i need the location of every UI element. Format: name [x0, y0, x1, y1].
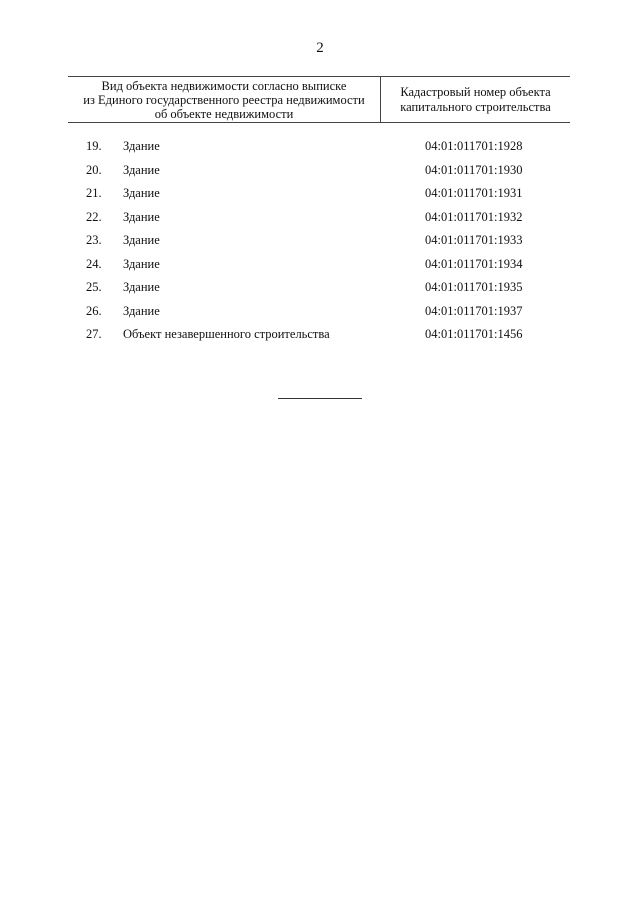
page-number: 2	[316, 40, 324, 56]
row-cadastral-number: 04:01:011701:1932	[425, 209, 523, 224]
table-row	[0, 135, 640, 159]
row-cadastral-number: 04:01:011701:1930	[425, 162, 523, 177]
row-cadastral-number: 04:01:011701:1928	[425, 139, 523, 153]
header-object-type-line: Вид объекта недвижимости согласно выписке	[101, 78, 347, 93]
header-object-type-line: из Единого государственного реестра недвижимости	[83, 92, 365, 107]
row-cadastral-number: 04:01:011701:1937	[425, 303, 523, 318]
row-cadastral-number: 04:01:011701:1935	[425, 280, 523, 294]
row-object-type: Здание	[123, 303, 160, 318]
header-cadastral-number	[381, 77, 570, 122]
table-body	[0, 135, 640, 347]
row-number: 22.	[86, 209, 102, 224]
table-row	[0, 300, 640, 324]
row-cadastral-number: 04:01:011701:1456	[425, 327, 523, 341]
row-object-type: Объект незавершенного строительства	[123, 327, 330, 341]
row-cadastral-number: 04:01:011701:1933	[425, 233, 523, 247]
row-number: 19.	[86, 139, 102, 153]
table-row	[0, 276, 640, 300]
row-cadastral-number: 04:01:011701:1934	[425, 256, 523, 271]
row-object-type: Здание	[123, 209, 160, 224]
header-object-type-line: об объекте недвижимости	[154, 106, 294, 121]
table-row	[0, 229, 640, 253]
row-number: 27.	[86, 327, 102, 341]
table-row	[0, 182, 640, 206]
header-cadastral-line: капитального строительства	[400, 99, 551, 114]
table-row	[0, 323, 640, 347]
row-cadastral-number: 04:01:011701:1931	[425, 186, 523, 200]
row-number: 26.	[86, 303, 102, 318]
row-number: 20.	[86, 162, 102, 177]
row-object-type: Здание	[123, 280, 160, 294]
table-header	[68, 76, 570, 123]
row-object-type: Здание	[123, 186, 160, 200]
end-of-document-line	[278, 398, 362, 399]
row-number: 23.	[86, 233, 102, 247]
row-object-type: Здание	[123, 256, 160, 271]
table-row	[0, 253, 640, 277]
row-number: 21.	[86, 186, 102, 200]
row-object-type: Здание	[123, 162, 160, 177]
header-object-type	[68, 77, 381, 122]
row-object-type: Здание	[123, 139, 160, 153]
row-number: 25.	[86, 280, 102, 294]
table-row	[0, 206, 640, 230]
header-cadastral-line: Кадастровый номер объекта	[400, 84, 551, 99]
row-number: 24.	[86, 256, 102, 271]
table-row	[0, 159, 640, 183]
row-object-type: Здание	[123, 233, 160, 247]
